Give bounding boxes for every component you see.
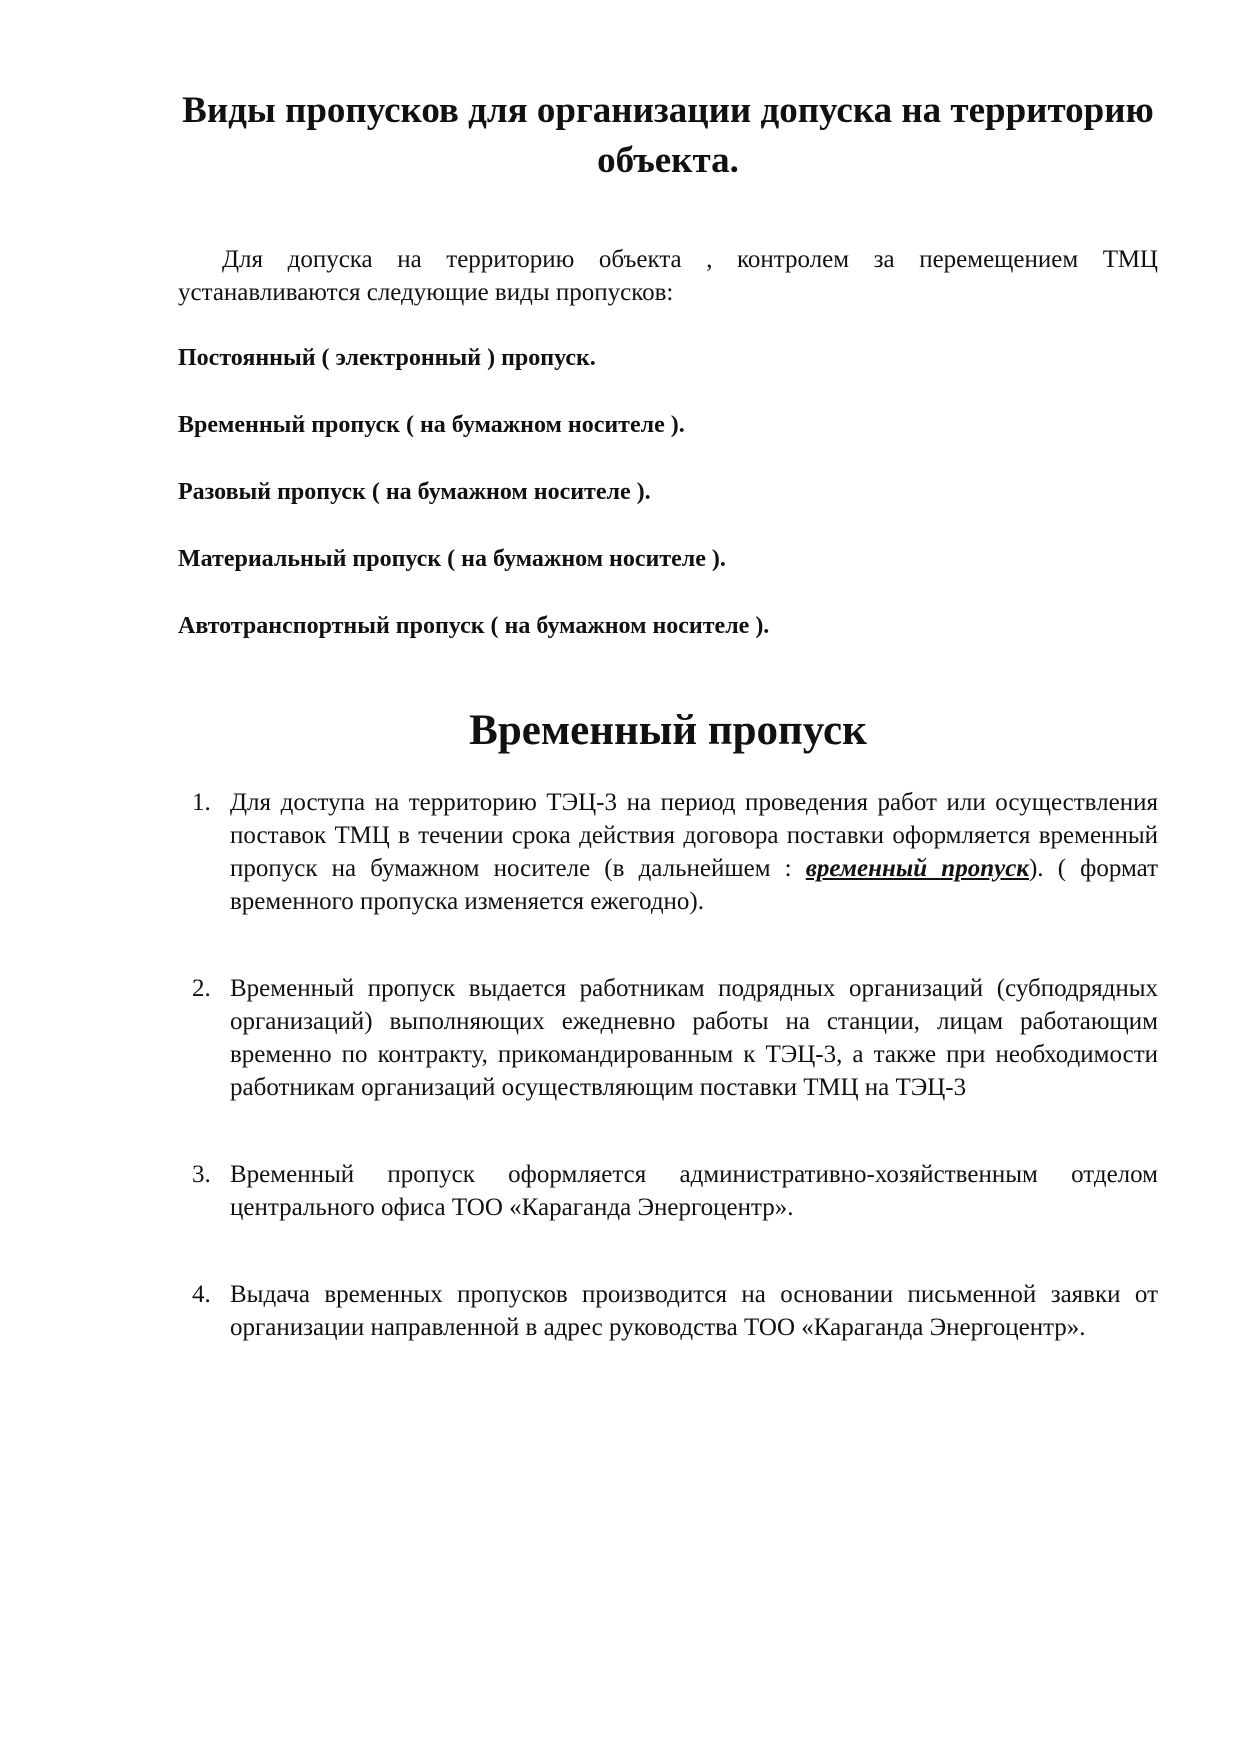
rule-item-2 [178, 972, 1158, 1104]
rules-list [178, 786, 1158, 1344]
document-title: Виды пропусков для организации допуска на территорию объекта. [182, 90, 1154, 181]
rule-text-after: ). ( формат временного пропуска изменяется ежегодно). [230, 855, 1159, 915]
pass-type-temporary: Временный пропуск ( на бумажном носителе ). [178, 412, 685, 438]
section-title: Временный пропуск [469, 707, 867, 754]
rule-item-3 [178, 1158, 1158, 1224]
rule-number: 1. [192, 789, 211, 816]
rule-text-before: Для доступа на территорию ТЭЦ-3 на период проведения работ или осуществления поставок ТМЦ в течении срока действия договора поставки оформляется временный пропуск на бумажном носителе (в дальнейшем : [230, 789, 1158, 882]
rule-item-1 [178, 786, 1158, 918]
pass-type-material: Материальный пропуск ( на бумажном носителе ). [178, 546, 726, 572]
rule-number: 2. [192, 975, 211, 1002]
intro-paragraph: Для допуска на территорию объекта , контролем за перемещением ТМЦ устанавливаются следующие виды пропусков: [178, 246, 1158, 306]
rule-emphasis: временный пропуск [805, 855, 1029, 882]
pass-type-vehicle: Автотранспортный пропуск ( на бумажном носителе ). [178, 613, 770, 639]
rule-text: Временный пропуск выдается работникам подрядных организаций (субподрядных организаций) выполняющих ежедневно работы на станции, лицам работающим временно по контракту, прикомандированным к ТЭЦ-3, а также при необходимости работникам организаций осуществляющим поставки ТМЦ на ТЭЦ-3 [230, 975, 1158, 1101]
pass-type-one-time: Разовый пропуск ( на бумажном носителе ). [178, 479, 651, 505]
rule-number: 4. [192, 1281, 211, 1308]
rule-number: 3. [192, 1161, 211, 1188]
rule-text: Временный пропуск оформляется административно-хозяйственным отделом центрального офиса ТОО «Караганда Энергоцентр». [230, 1161, 1158, 1221]
rule-text: Выдача временных пропусков производится на основании письменной заявки от организации направленной в адрес руководства ТОО «Караганда Энергоцентр». [230, 1281, 1158, 1341]
pass-types-list [178, 343, 1158, 678]
pass-type-permanent: Постоянный ( электронный ) пропуск. [178, 345, 596, 371]
rule-item-4 [178, 1278, 1158, 1344]
